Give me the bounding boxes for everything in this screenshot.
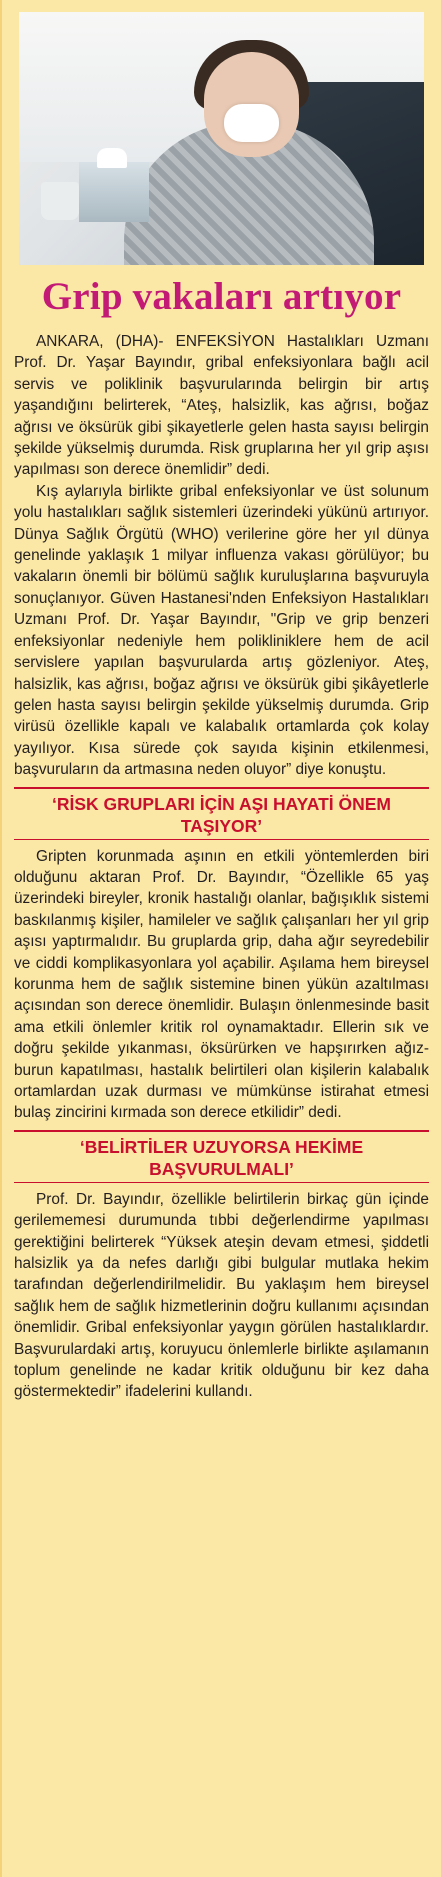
paragraph-4: Prof. Dr. Bayındır, özellikle belirtilerin birkaç gün içinde gerilememesi durumunda tıbbi değerlendirme yapılması gerektiğini belirterek “Yüksek ateşin devam etmesi, şiddetli halsizlik ya da nefes darlığı gibi bulgular mutlaka hekim tarafından değerlendirilmelidir. Bu yaklaşım hem bireysel sağlık hem de sağlık hizmetlerinin doğru kullanımı açısından önemlidir. Gribal enfeksiyonlar yaygın görülen hastalıklardır. Başvurulardaki artış, koruyucu önlemlerle birlikte aşılamanın toplum genelinde ne kadar kritik olduğunu bir kez daha göstermektedir” ifadelerini kullandı. (14, 1190, 429, 1401)
article-body (14, 331, 429, 1403)
photo-box-tissue (97, 148, 127, 168)
photo-tissue-box (79, 162, 149, 222)
subheading-risk-groups: ‘RİSK GRUPLARI İÇİN AŞI HAYATİ ÖNEM TAŞIYOR’ (14, 787, 429, 840)
photo-mug (41, 182, 79, 220)
subheading-symptoms: ‘BELİRTİLER UZUYORSA HEKİME BAŞVURULMALI’ (14, 1130, 429, 1183)
photo-tissue (224, 104, 279, 142)
paragraph-3: Gripten korunmada aşının en etkili yöntemlerden biri olduğunu aktaran Prof. Dr. Bayındır, “Özellikle 65 yaş üzerindeki bireyler, kronik hastalığı olanlar, bağışıklık sistemi baskılanmış kişiler, hamileler ve sağlık çalışanları her yıl grip aşısı yaptırmalıdır. Bu gruplarda grip, daha ağır seyredebilir ve ciddi komplikasyonlara yol açabilir. Aşılama hem bireysel korunma hem de sağlık sistemine binen yükün azaltılması açısından son derece önemlidir. Bulaşın önlenmesinde basit ama etkili önlemler kritik rol oynamaktadır. Ellerin sık ve doğru şekilde yıkanması, öksürürken ve hapşırırken ağız-burun kapatılması, hastalık belirtileri olan kişilerin kalabalık ortamlardan uzak durması ve mümkünse istirahat etmesi bulaş zincirini kırmada son derece etkilidir” dedi. (14, 847, 429, 1122)
paragraph-2: Kış aylarıyla birlikte gribal enfeksiyonlar ve üst solunum yolu hastalıkları sağlık sistemleri üzerindeki yükünü artırıyor. Dünya Sağlık Örgütü (WHO) verilerine göre her yıl dünya genelinde yaklaşık 1 milyar influenza vakası görülüyor; bu vakaların önemli bir bölümü sağlık kuruluşlarına başvuruyla sonuçlanıyor. Güven Hastanesi'nden Enfeksiyon Hastalıkları Uzmanı Prof. Dr. Yaşar Bayındır, "Grip ve grip benzeri enfeksiyonlar nedeniyle hem polikliniklere hem de acil servislere yapılan başvurularda artış gözleniyor. Ateş, halsizlik, kas ağrısı, boğaz ağrısı ve öksürük gibi şikâyetlerle gelen hasta sayısı belirgin şekilde yükselmiş durumda. Grip virüsü özellikle kapalı ve kalabalık ortamlarda çok kolay yayılıyor. Kısa sürede çok sayıda kişinin etkilenmesi, başvuruların da artmasına neden oluyor” diye konuştu. (14, 482, 429, 779)
paragraph-1: ANKARA, (DHA)- ENFEKSİYON Hastalıkları Uzmanı Prof. Dr. Yaşar Bayındır, gribal enfeksiyonlara bağlı acil servis ve poliklinik başvurularında belirgin bir artış yaşandığını belirterek, “Ateş, halsizlik, kas ağrısı, boğaz ağrısı ve öksürük gibi şikayetlerle gelen hasta sayısı belirgin şekilde yükselmiş durumda. Risk gruplarına her yıl grip aşısı yapılması son derece önemlidir” dedi. (14, 333, 429, 479)
article-photo (19, 12, 424, 265)
article-headline: Grip vakaları artıyor (41, 275, 402, 318)
